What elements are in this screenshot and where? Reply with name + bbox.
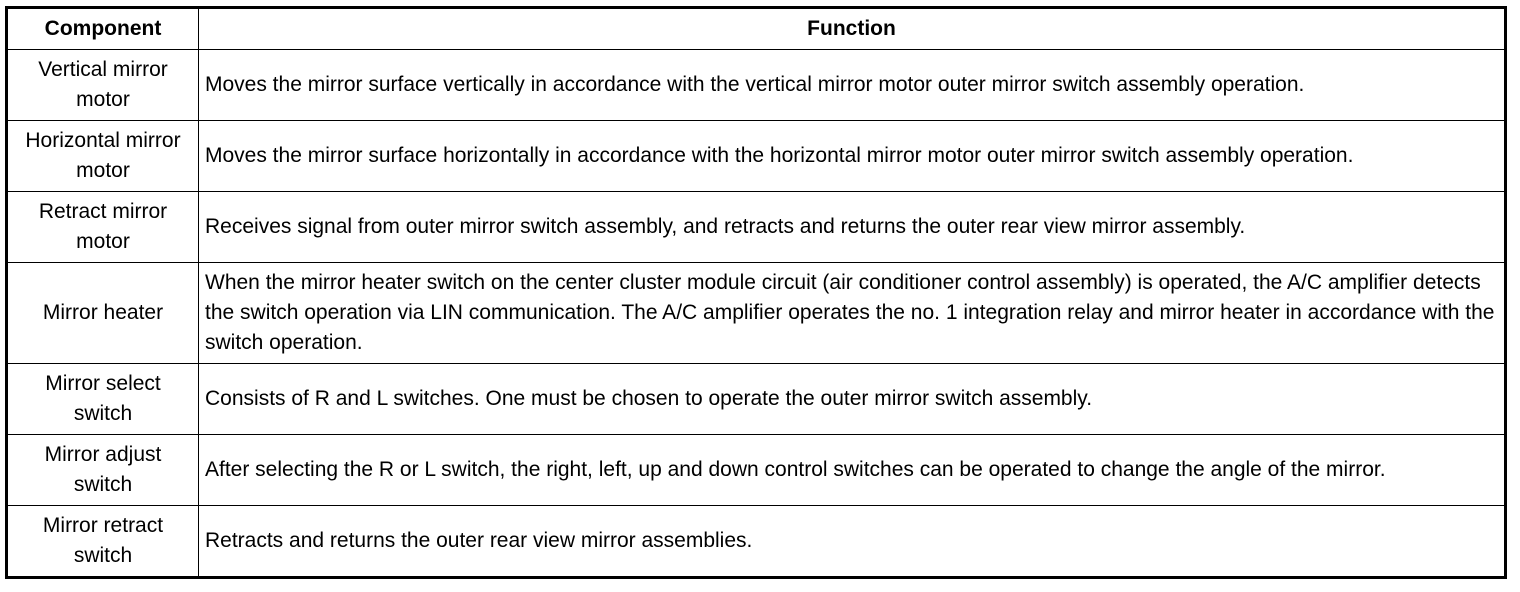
component-cell: Mirror adjust switch: [7, 435, 199, 506]
table-row: [7, 121, 1506, 192]
function-cell: When the mirror heater switch on the center cluster module circuit (air conditioner control assembly) is operated, the A/C amplifier detects the switch operation via LIN communication. The A/C amplifier operates the no. 1 integration relay and mirror heater in accordance with the switch operation.: [199, 263, 1506, 364]
component-function-table: [5, 6, 1507, 579]
function-cell: Receives signal from outer mirror switch assembly, and retracts and returns the outer rear view mirror assembly.: [199, 192, 1506, 263]
component-cell: Retract mirror motor: [7, 192, 199, 263]
table-row: [7, 506, 1506, 578]
column-header-function: Function: [199, 8, 1506, 50]
table-header-row: [7, 8, 1506, 50]
table-row: [7, 435, 1506, 506]
function-cell: Retracts and returns the outer rear view mirror assemblies.: [199, 506, 1506, 578]
table-row: [7, 364, 1506, 435]
function-cell: Moves the mirror surface horizontally in accordance with the horizontal mirror motor outer mirror switch assembly operation.: [199, 121, 1506, 192]
component-cell: Horizontal mirror motor: [7, 121, 199, 192]
column-header-component: Component: [7, 8, 199, 50]
function-cell: Moves the mirror surface vertically in accordance with the vertical mirror motor outer mirror switch assembly operation.: [199, 50, 1506, 121]
component-cell: Mirror select switch: [7, 364, 199, 435]
table-row: [7, 50, 1506, 121]
table-row: [7, 192, 1506, 263]
table-row: [7, 263, 1506, 364]
function-cell: After selecting the R or L switch, the right, left, up and down control switches can be operated to change the angle of the mirror.: [199, 435, 1506, 506]
function-cell: Consists of R and L switches. One must be chosen to operate the outer mirror switch assembly.: [199, 364, 1506, 435]
component-cell: Mirror heater: [7, 263, 199, 364]
component-cell: Mirror retract switch: [7, 506, 199, 578]
component-cell: Vertical mirror motor: [7, 50, 199, 121]
